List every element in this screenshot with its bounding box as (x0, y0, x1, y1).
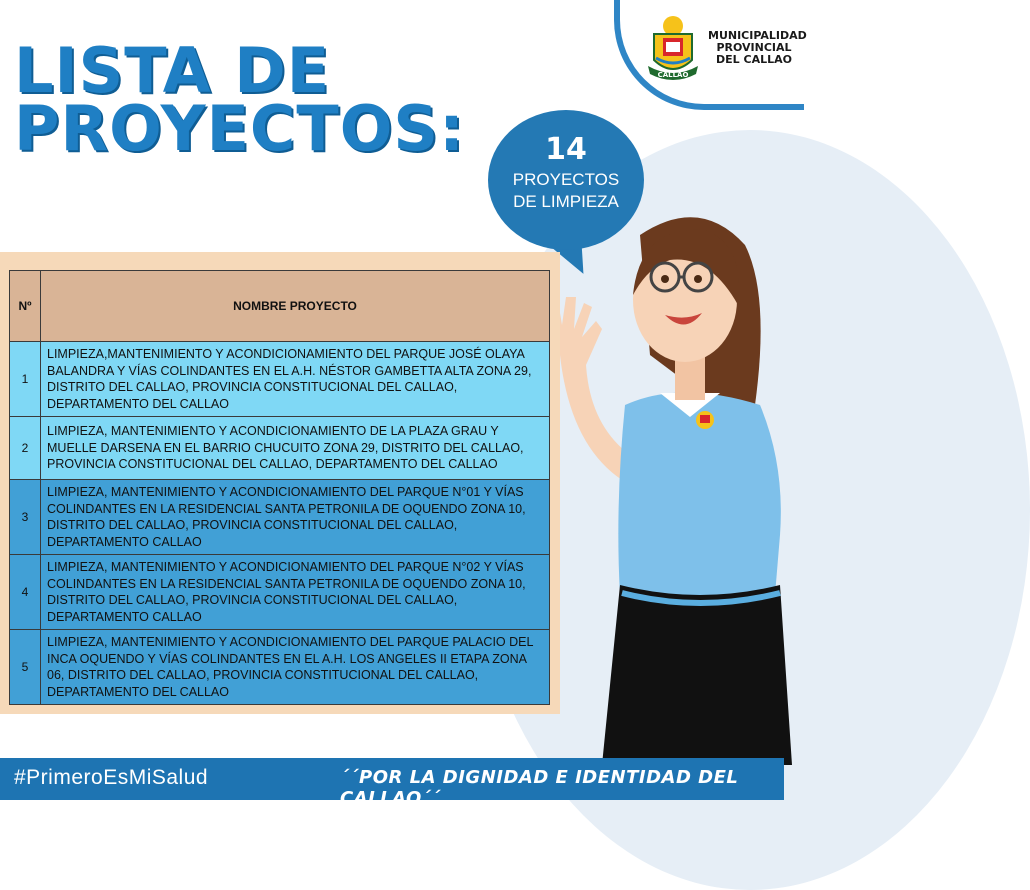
title-line-2: PROYECTOS: (14, 92, 465, 165)
woman-waving-illustration (530, 205, 790, 765)
hashtag-text: #PrimeroEsMiSalud (14, 766, 209, 789)
project-name: LIMPIEZA, MANTENIMIENTO Y ACONDICIONAMIENTO DEL PARQUE N°01 Y VÍAS COLINDANTES EN LA RESIDENCIAL SANTA PETRONILA DE OQUENDO ZONA 10, DISTRITO DEL CALLAO, PROVINCIA CONSTITUCIONAL DEL CALLAO, DEPARTAMENTO CALLAO (41, 480, 550, 555)
municipal-crest-icon (646, 14, 700, 86)
row-number: 2 (10, 417, 41, 480)
bubble-line-2: DE LIMPIEZA (513, 192, 619, 211)
table-row (10, 630, 550, 705)
page-title (14, 34, 465, 165)
municipality-name (708, 29, 807, 66)
logo-card (614, 0, 807, 110)
slogan-text: ´´POR LA DIGNIDAD E IDENTIDAD DEL CALLAO´´ (340, 767, 739, 809)
row-number: 5 (10, 630, 41, 705)
title-line-1: LISTA DE (14, 34, 331, 107)
project-table-panel (0, 252, 560, 714)
table-row (10, 417, 550, 480)
project-table (9, 270, 550, 705)
footer-bar (0, 758, 784, 809)
logo-line-3: DEL CALLAO (716, 53, 792, 66)
project-name: LIMPIEZA, MANTENIMIENTO Y ACONDICIONAMIENTO DE LA PLAZA GRAU Y MUELLE DARSENA EN EL BARRIO CHUCUITO ZONA 29, DISTRITO DEL CALLAO, PROVINCIA CONSTITUCIONAL DEL CALLAO, DEPARTAMENTO DEL CALLAO (41, 417, 550, 480)
column-header-num: Nº (10, 271, 41, 342)
bubble-line-1: PROYECTOS (512, 170, 620, 189)
column-header-name: NOMBRE PROYECTO (41, 271, 550, 342)
table-row (10, 480, 550, 555)
project-name: LIMPIEZA, MANTENIMIENTO Y ACONDICIONAMIENTO DEL PARQUE PALACIO DEL INCA OQUENDO Y VÍAS COLINDANTES EN EL A.H. LOS ANGELES II ETAPA ZONA 06, DISTRITO DEL CALLAO, PROVINCIA CONSTITUCIONAL DEL CALLAO, DEPARTAMENTO DEL CALLAO (41, 630, 550, 705)
row-number: 1 (10, 342, 41, 417)
table-row (10, 342, 550, 417)
table-row (10, 555, 550, 630)
logo-line-1: MUNICIPALIDAD (708, 29, 807, 42)
project-name: LIMPIEZA,MANTENIMIENTO Y ACONDICIONAMIENTO DEL PARQUE JOSÉ OLAYA BALANDRA Y VÍAS COLINDANTES EN EL A.H. NÉSTOR GAMBETTA ALTA ZONA 29, DISTRITO DEL CALLAO, PROVINCIA CONSTITUCIONAL DEL CALLAO, DEPARTAMENTO DEL CALLAO (41, 342, 550, 417)
logo-line-2: PROVINCIAL (716, 41, 792, 54)
project-count: 14 (545, 132, 587, 167)
row-number: 3 (10, 480, 41, 555)
row-number: 4 (10, 555, 41, 630)
table-header-row (10, 271, 550, 342)
project-name: LIMPIEZA, MANTENIMIENTO Y ACONDICIONAMIENTO DEL PARQUE N°02 Y VÍAS COLINDANTES EN LA RESIDENCIAL SANTA PETRONILA DE OQUENDO ZONA 10, DISTRITO DEL CALLAO, PROVINCIA CONSTITUCIONAL DEL CALLAO, DEPARTAMENTO CALLAO (41, 555, 550, 630)
crest-ribbon-text: CALLAO (657, 71, 689, 79)
